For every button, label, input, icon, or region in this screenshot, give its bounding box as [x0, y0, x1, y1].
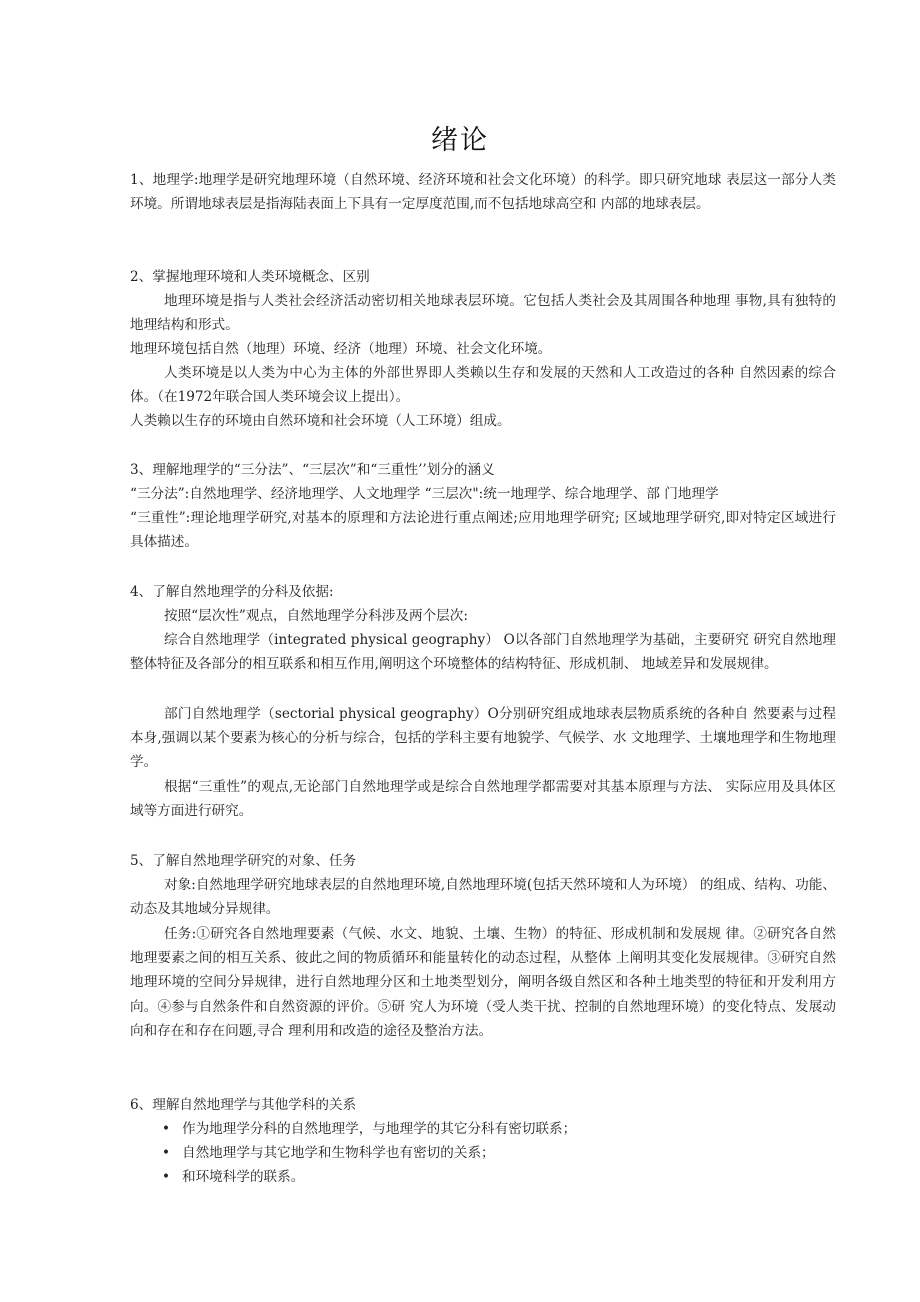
section-4-heading: 4、了解自然地理学的分科及依据:	[130, 584, 334, 600]
section-3-heading: 3、理解地理学的“三分法”、“三层次”和“三重性’’划分的涵义	[130, 462, 495, 478]
section-1-text: 1、地理学:地理学是研究地理环境（自然环境、经济环境和社会文化环境）的科学。即只研究地球 表层这一部分人类环境。所谓地球表层是指海陆表面上下具有一定厚度范围,而不包括地球高空和 内部的地球表层。	[130, 172, 836, 213]
section-5-paragraph-2: 任务:①研究各自然地理要素（气候、水文、地貌、土壤、生物）的特征、形成机制和发展规 律。②研究各自然地理要素之间的相互关系、彼此之间的物质循环和能量转化的动态过程，从整体 上阐明其变化发展规律。③研究自然地理环境的空间分异规律，进行自然地理分区和土地类型划分，阐明各级自然区和各种土地类型的特征和开发利用方向。④参与自然条件和自然资源的评价。⑤研 究人为环境（受人类干扰、控制的自然地理环境）的变化特点、发展动向和存在和存在问题,寻合 理利用和改造的途径及整治方法。	[130, 926, 836, 1039]
section-4-paragraph-4: 根据“三重性”的观点,无论部门自然地理学或是综合自然地理学都需要对其基本原理与方法、 实际应用及具体区域等方面进行研究。	[130, 779, 836, 820]
section-4-paragraph-1: 按照“层次性”观点，自然地理学分科涉及两个层次:	[164, 608, 468, 624]
bullet-icon: •	[162, 1121, 171, 1137]
section-5-paragraph-1: 对象:自然地理学研究地球表层的自然地理环境,自然地理环境(包括天然环境和人为环境） 的组成、结构、功能、动态及其地域分异规律。	[130, 877, 836, 918]
bullet-icon: •	[162, 1145, 171, 1161]
section-4-paragraph-3: 部门自然地理学（sectorial physical geography）O分别研究组成地球表层物质系统的各种自 然要素与过程本身,强调以某个要素为核心的分析与综合，包括的学科主要有地貌学、气候学、水 文地理学、土壤地理学和生物地理学。	[130, 706, 836, 771]
section-6-list	[130, 1117, 836, 1189]
section-5-heading: 5、了解自然地理学研究的对象、任务	[130, 853, 357, 869]
list-item-text: 自然地理学与其它地学和生物科学也有密切的关系；	[182, 1145, 495, 1161]
section-3-paragraph-1: “三分法”:自然地理学、经济地理学、人文地理学 “三层次":统一地理学、综合地理学、部 门地理学	[130, 486, 719, 502]
section-2-paragraph-1: 地理环境是指与人类社会经济活动密切相关地球表层环境。它包括人类社会及其周围各种地理 事物,具有独特的地理结构和形式。	[130, 293, 836, 334]
list-item-text: 和环境科学的联系。	[182, 1169, 305, 1185]
list-item-text: 作为地理学分科的自然地理学，与地理学的其它分科有密切联系；	[182, 1121, 577, 1137]
bullet-icon: •	[162, 1169, 171, 1185]
section-2-heading: 2、掌握地理环境和人类环境概念、区别	[130, 269, 370, 285]
section-6-heading: 6、理解自然地理学与其他学科的关系	[130, 1097, 357, 1113]
section-3-paragraph-2: “三重性”:理论地理学研究,对基本的原理和方法论进行重点阐述;应用地理学研究; 区域地理学研究,即对特定区域进行具体描述。	[130, 510, 836, 551]
section-4-paragraph-2: 综合自然地理学（integrated physical geography） O以各部门自然地理学为基础，主要研究 研究自然地理整体特征及各部分的相互联系和相互作用,阐明这个环境整体的结构特征、形成机制、 地域差异和发展规律。	[130, 632, 836, 673]
list-item	[130, 1117, 836, 1141]
section-2-paragraph-4: 人类赖以生存的环境由自然环境和社会环境（人工环境）组成。	[130, 413, 511, 429]
page-title: 绪论	[431, 125, 489, 156]
list-item	[130, 1165, 836, 1189]
section-2-paragraph-3: 人类环境是以人类为中心为主体的外部世界即人类赖以生存和发展的天然和人工改造过的各种 自然因素的综合体。（在1972年联合国人类环境会议上提出）。	[130, 365, 836, 406]
section-2-paragraph-2: 地理环境包括自然（地理）环境、经济（地理）环境、社会文化环境。	[130, 341, 552, 357]
list-item	[130, 1141, 836, 1165]
